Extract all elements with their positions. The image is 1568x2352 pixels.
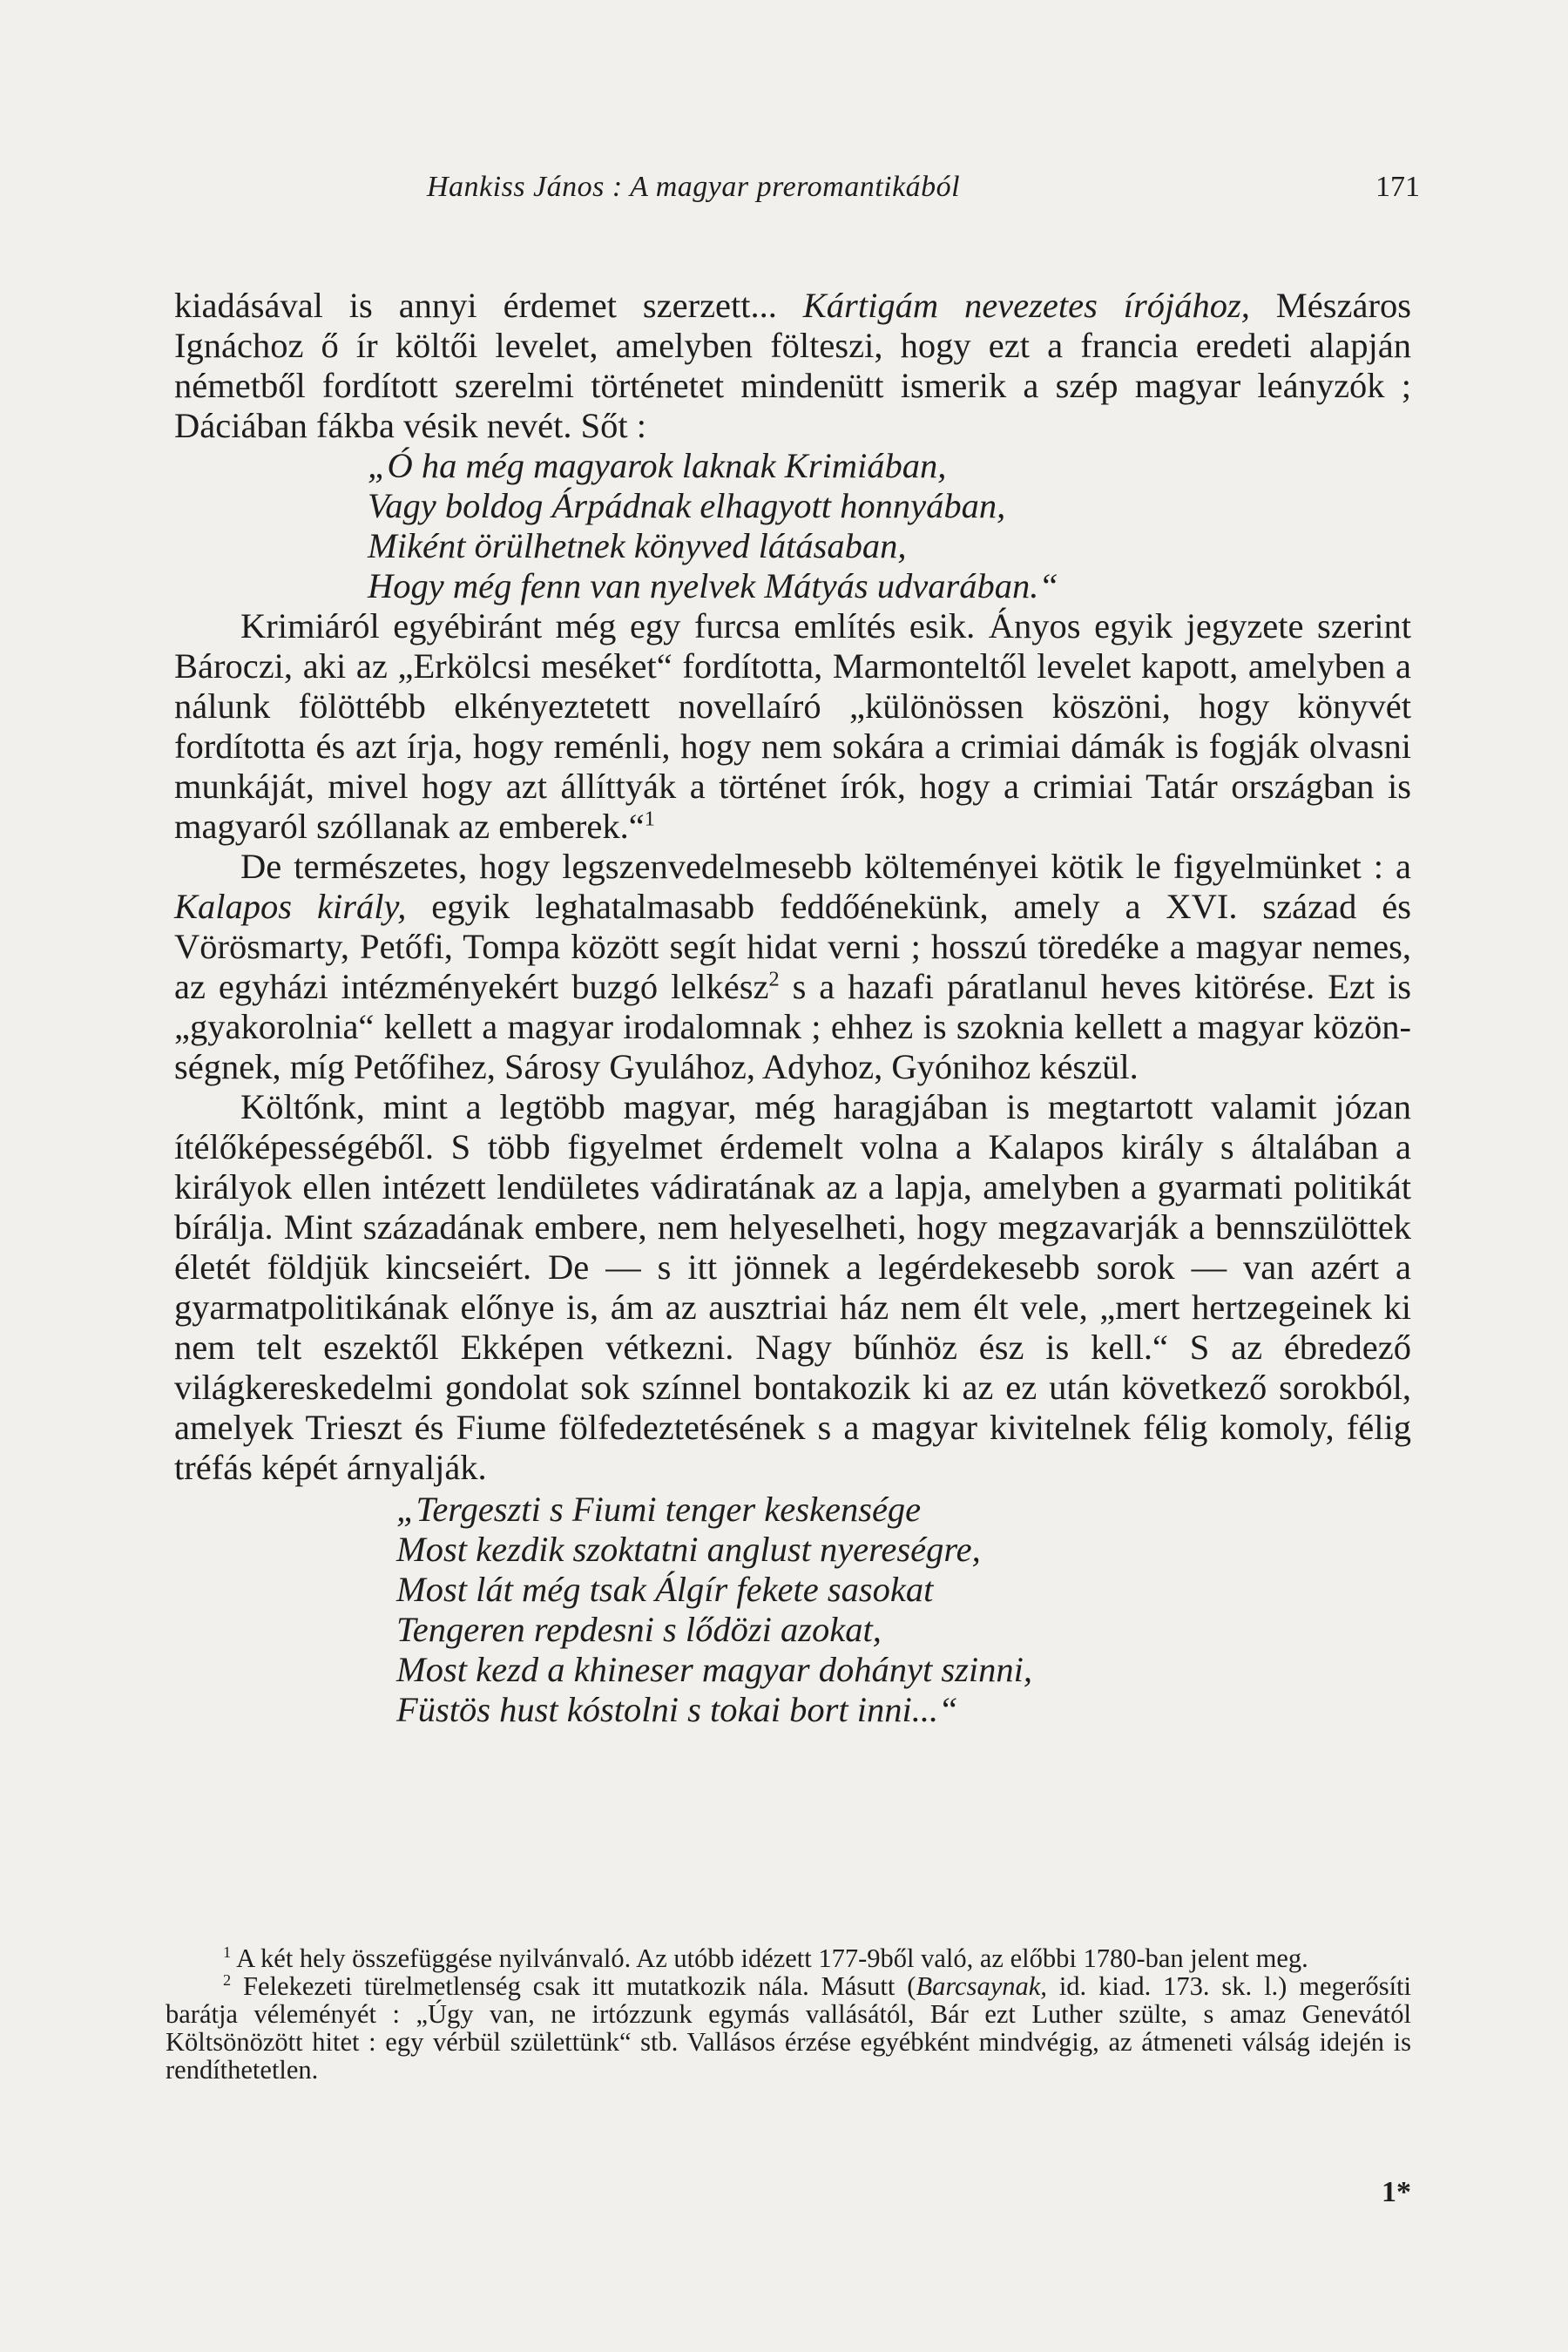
verse-quote-2	[396, 1490, 1411, 1730]
verse-line: Tengeren repdesni s lődözi azokat,	[396, 1610, 882, 1649]
main-text	[174, 286, 1411, 1732]
footnote-1-mark: 1	[223, 1943, 232, 1961]
footnote-1	[166, 1944, 1411, 1972]
verse-line: Most kezd a khineser magyar dohányt szinni,	[396, 1650, 1033, 1689]
footnote-2-text-a: Felekezeti türelmetlenség csak itt mutatkozik nála. Másutt (	[231, 1971, 916, 2001]
paragraph-3-italic: Kalapos király,	[174, 887, 407, 926]
paragraph-4	[174, 1087, 1411, 1488]
paragraph-2	[174, 606, 1411, 847]
paragraph-3-text-b: egyik leghatalmasabb feddőénekünk, amely a XVI. század és Vörösmarty, Petőfi, Tompa között segít hidat verni ; hosszú töredéke a magyar nemes, az egyházi intézményekért buzgó lelkész	[174, 887, 1412, 1006]
footnote-ref-1: 1	[644, 807, 655, 831]
verse-line: Most lát még tsak Álgír fekete sasokat	[396, 1570, 934, 1609]
footnote-2	[166, 1972, 1411, 2084]
verse-line: Vagy boldog Árpádnak elhagyott honnyában,	[368, 486, 1006, 525]
printer-signature-mark: 1*	[1382, 2176, 1411, 2208]
paragraph-1-text-a: kiadásával is annyi érdemet szerzett...	[174, 286, 803, 325]
paragraph-4-text: Költőnk, mint a legtöbb magyar, még haragjában is megtartott valamit józan ítélőképességéből. S több figyelmet érdemelt volna a Kalapos király s általában a királyok ellen intézett lendületes vádiratának az a lapja, amelyben a gyarmati politikát bírálja. Mint századának embere, nem helyeselheti, hogy megzavarják a bennszülöttek életét földjük kincseiért. De — s itt jönnek a legérdekesebb sorok — van azért a gyarmatpolitikának előnye is, ám az ausztriai ház nem élt vele, „mert hertzegeinek ki nem telt eszektől Ekképen vétkezni. Nagy bűnhöz ész is kell.“ S az ébredező világkereskedelmi gondolat sok színnel bontakozik ki az ez után következő sorokból, amelyek Trieszt és Fiume fölfedeztetésének s a magyar kivitelnek félig komoly, félig tréfás képét árnyalják.	[174, 1087, 1411, 1487]
verse-quote-1	[368, 446, 1411, 606]
verse-line: Hogy még fenn van nyelvek Mátyás udvarában.“	[368, 566, 1058, 605]
footnote-ref-2: 2	[768, 967, 780, 991]
paragraph-3-text-a: De természetes, hogy legszenvedelmesebb költeményei kötik le figyelmünket : a	[240, 847, 1411, 886]
paragraph-1-text-b: Mészáros Ignáchoz ő ír költői levelet, amelyben fölteszi, hogy ezt a francia eredeti alapján németből fordított szerelmi történetet mindenütt ismerik a szép magyar leányzók ; Dáciában fákba vésik nevét. Sőt :	[174, 286, 1411, 445]
paragraph-3	[174, 847, 1411, 1087]
paragraph-1	[174, 286, 1411, 446]
paragraph-1-italic: Kártigám nevezetes írójához,	[802, 286, 1250, 325]
page-header	[174, 171, 1420, 214]
footnotes	[166, 1944, 1411, 2084]
verse-line: „Ó ha még magyarok laknak Krimiában,	[368, 446, 947, 485]
paragraph-2-text: Krimiáról egyébiránt még egy furcsa említés esik. Ányos egyik jegyzete szerint Bároczi, aki az „Erkölcsi meséket“ fordította, Marmonteltől levelet kapott, amelyben a nálunk fölöttébb elkényeztetett novellaíró „különössen köszöni, hogy könyvét fordította és azt írja, hogy reménli, hogy nem sokára a crimiai dámák is fogják olvasni munkáját, mivel hogy azt állíttyák a történet írók, hogy a crimiai Tatár országban is magyaról szóllanak az emberek.“	[174, 606, 1411, 846]
footnote-2-text-b: id. kiad. 173. sk. l.) megerősíti barátja véleményét : „Úgy van, ne irtózzunk egymás vallásától, Bár ezt Luther szülte, s amaz Genevától Költsönözött hitet : egy vérbül születtünk“ stb. Vallásos érzése egyébként mindvégig, az átmeneti válság idején is rendíthetetlen.	[166, 1971, 1411, 2085]
footnote-1-text: A két hely összefüggése nyilvánvaló. Az utóbb idézett 177-9ből való, az előbbi 1780-ban jelent meg.	[231, 1943, 1308, 1973]
footnote-2-mark: 2	[223, 1970, 232, 1989]
verse-line: „Tergeszti s Fiumi tenger keskensége	[396, 1490, 922, 1529]
paragraph-3-text-c: s a hazafi páratlanul heves kitörése. Ezt is „gyakorolnia“ kellett a magyar irodalomnak ; ehhez is szoknia kellett a magyar közönségnek, míg Petőfihez, Sárosy Gyulához, Adyhoz, Gyónihoz készül.	[174, 967, 1411, 1086]
page-number: 171	[1375, 171, 1420, 203]
running-title: Hankiss János : A magyar preromantikából	[427, 171, 961, 203]
footnote-2-italic: Barcsaynak,	[916, 1971, 1047, 2001]
verse-line: Füstös hust kóstolni s tokai bort inni...“	[396, 1690, 958, 1729]
verse-line: Most kezdik szoktatni anglust nyereségre,	[396, 1530, 981, 1569]
verse-line: Miként örülhetnek könyved látásaban,	[368, 526, 907, 565]
